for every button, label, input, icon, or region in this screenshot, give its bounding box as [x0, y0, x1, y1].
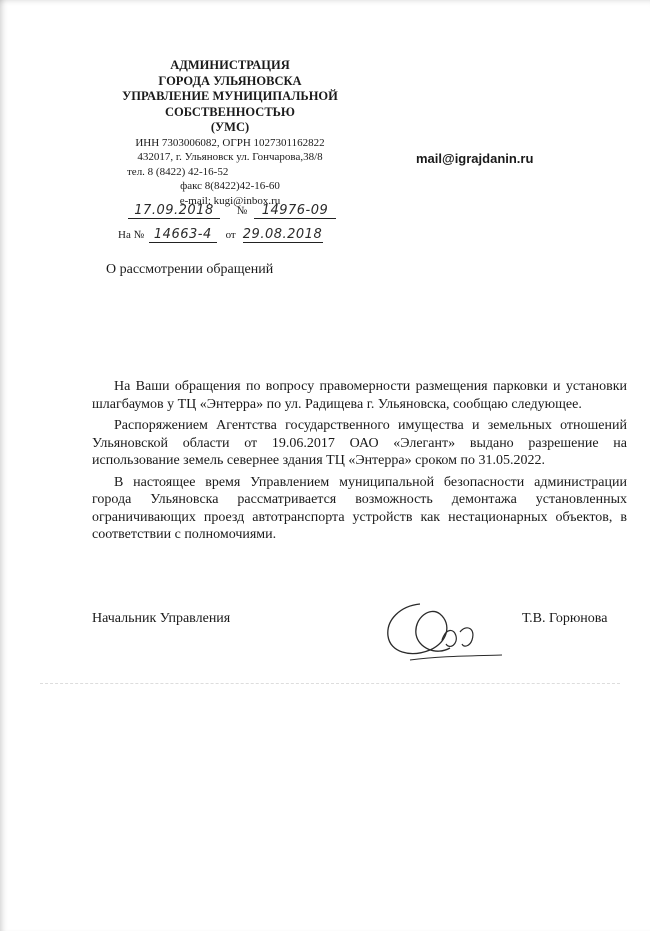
signer-name: Т.В. Горюнова — [522, 611, 608, 626]
phone-number: тел. 8 (8422) 42-16-52 — [127, 165, 229, 178]
body-paragraph: Распоряжением Агентства государственного имущества и земельных отношений Ульяновской области от 19.06.2017 ОАО «Элегант» выдано разрешение на использование земель севернее здания ТЦ «Энтерра» сроком по 31.05.2022. — [92, 418, 627, 468]
reference-from: от — [225, 229, 236, 241]
outgoing-number: 14976-09 — [254, 203, 336, 219]
letter-subject: О рассмотрении обращений — [106, 262, 274, 277]
sender-email: e-mail: kugi@inbox.ru — [179, 194, 281, 207]
org-name-line: УПРАВЛЕНИЕ МУНИЦИПАЛЬНОЙ — [122, 89, 338, 103]
scan-artifact-line — [40, 683, 620, 684]
body-paragraph: На Ваши обращения по вопросу правомерности размещения парковки и установки шлагбаумов у ТЦ «Энтерра» по ул. Радищева г. Ульяновска, сообщаю следующее. — [92, 379, 627, 412]
org-abbreviation: (УМС) — [210, 120, 250, 134]
letterhead — [105, 58, 355, 208]
org-name-line: АДМИНИСТРАЦИЯ — [170, 58, 290, 72]
fax-number: факс 8(8422)42-16-60 — [180, 180, 280, 192]
letter-body — [92, 378, 627, 544]
postal-address: 432017, г. Ульяновск ул. Гончарова,38/8 — [137, 151, 323, 163]
outgoing-date: 17.09.2018 — [128, 203, 220, 219]
signer-position: Начальник Управления — [92, 611, 231, 626]
inn-ogrn: ИНН 7303006082, ОГРН 1027301162822 — [135, 136, 325, 149]
handwritten-signature — [380, 598, 505, 668]
outgoing-registration — [128, 203, 336, 219]
number-prefix: № — [236, 205, 248, 217]
recipient-email: mail@igrajdanin.ru — [416, 151, 534, 166]
body-paragraph: В настоящее время Управлением муниципальной безопасности администрации города Ульяновска рассматривается возможность демонтажа установленных ограничивающих проезд автотранспорта устройств как нестационарных объектов, в соответствии с полномочиями. — [92, 474, 627, 542]
org-name-line: СОБСТВЕННОСТЬЮ — [165, 104, 295, 119]
reference-prefix: На № — [118, 229, 145, 241]
reference-date: 29.08.2018 — [242, 227, 323, 242]
reference-number: 14663-4 — [149, 227, 217, 243]
org-name-line: ГОРОДА УЛЬЯНОВСКА — [158, 73, 302, 88]
reference-registration — [118, 227, 323, 243]
